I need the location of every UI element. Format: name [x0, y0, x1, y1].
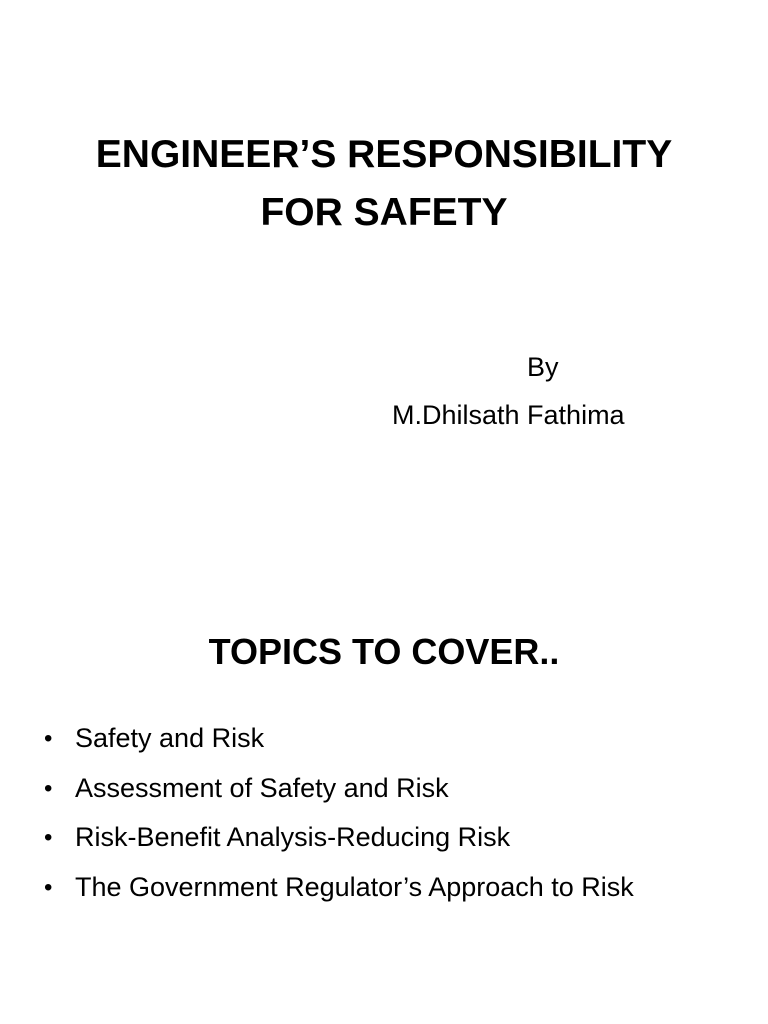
bullet-icon: •: [44, 725, 53, 752]
topic-label: Safety and Risk: [75, 723, 265, 753]
list-item: [44, 714, 634, 764]
list-item: [44, 863, 634, 913]
slide-title-line: ENGINEER’S RESPONSIBILITY: [95, 133, 673, 176]
slide-title: [0, 126, 768, 242]
bullet-icon: •: [44, 824, 53, 851]
bullet-icon: •: [44, 873, 53, 901]
topic-list: [44, 714, 634, 912]
topics-heading: TOPICS TO COVER..: [208, 631, 560, 672]
author-name: M.Dhilsath Fathima: [392, 400, 625, 430]
topics-slide: [0, 512, 768, 1024]
list-item: [44, 764, 634, 814]
bullet-icon: •: [44, 774, 53, 802]
slide-title-line: FOR SAFETY: [260, 191, 508, 234]
topic-label: The Government Regulator’s Approach to Risk: [75, 871, 634, 902]
topic-label: Risk-Benefit Analysis-Reducing Risk: [75, 822, 511, 852]
list-item: [44, 813, 634, 863]
topic-label: Assessment of Safety and Risk: [75, 772, 449, 803]
by-label: By: [527, 352, 559, 382]
